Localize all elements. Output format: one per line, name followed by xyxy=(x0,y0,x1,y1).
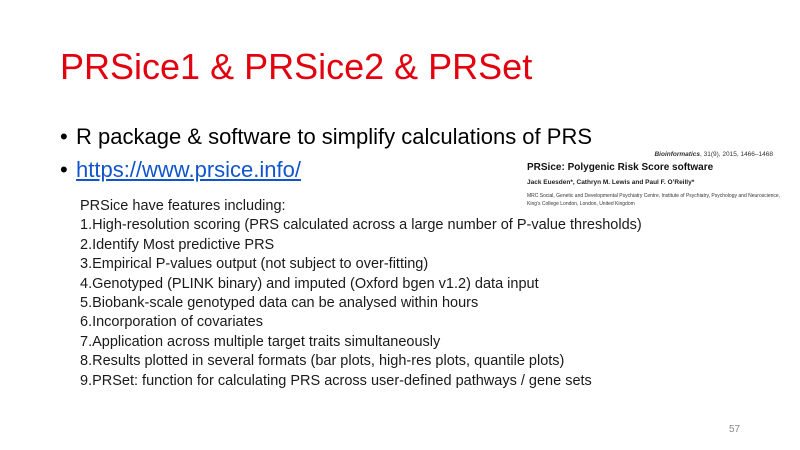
bullet-item xyxy=(60,120,592,153)
paper-journal-citation: , 31(9), 2015, 1466–1468 xyxy=(699,151,773,158)
prsice-website-link[interactable]: https://www.prsice.info/ xyxy=(76,157,301,182)
slide-title: PRSice1 & PRSice2 & PRSet xyxy=(60,46,533,87)
bullet-text: R package & software to simplify calculations of PRS xyxy=(76,124,593,149)
features-list xyxy=(80,216,660,391)
paper-affiliation: MRC Social, Genetic and Developmental Psychiatry Centre, Institute of Psychiatry, Psychology and Neuroscience, King’s College London, London, United Kingdom xyxy=(527,193,781,207)
feature-item: 8.Results plotted in several formats (bar plots, high-res plots, quantile plots) xyxy=(80,353,565,370)
bullet-dot: • xyxy=(60,157,68,182)
feature-item: 4.Genotyped (PLINK binary) and imputed (Oxford bgen v1.2) data input xyxy=(80,275,539,292)
feature-item: 5.Biobank-scale genotyped data can be analysed within hours xyxy=(80,295,479,312)
feature-item: 1.High-resolution scoring (PRS calculated across a large number of P-value thresholds) xyxy=(80,217,642,234)
bullet-item xyxy=(60,153,592,186)
paper-authors: Jack Euesden*, Cathryn M. Lewis and Paul F. O’Reilly* xyxy=(527,179,695,186)
feature-item: 9.PRSet: function for calculating PRS across user-defined pathways / gene sets xyxy=(80,372,592,389)
paper-journal-line xyxy=(527,151,773,158)
feature-item: 3.Empirical P-values output (not subject to over-fitting) xyxy=(80,256,429,273)
features-block xyxy=(80,197,660,391)
bullet-dot: • xyxy=(60,124,68,149)
feature-item: 6.Incorporation of covariates xyxy=(80,314,263,331)
feature-item: 2.Identify Most predictive PRS xyxy=(80,236,275,253)
paper-title: PRSice: Polygenic Risk Score software xyxy=(527,162,714,173)
page-number: 57 xyxy=(729,424,741,435)
features-intro: PRSice have features including: xyxy=(80,198,286,214)
feature-item: 7.Application across multiple target traits simultaneously xyxy=(80,333,441,350)
bullet-list xyxy=(60,120,592,186)
paper-journal-name: Bioinformatics xyxy=(654,151,700,158)
